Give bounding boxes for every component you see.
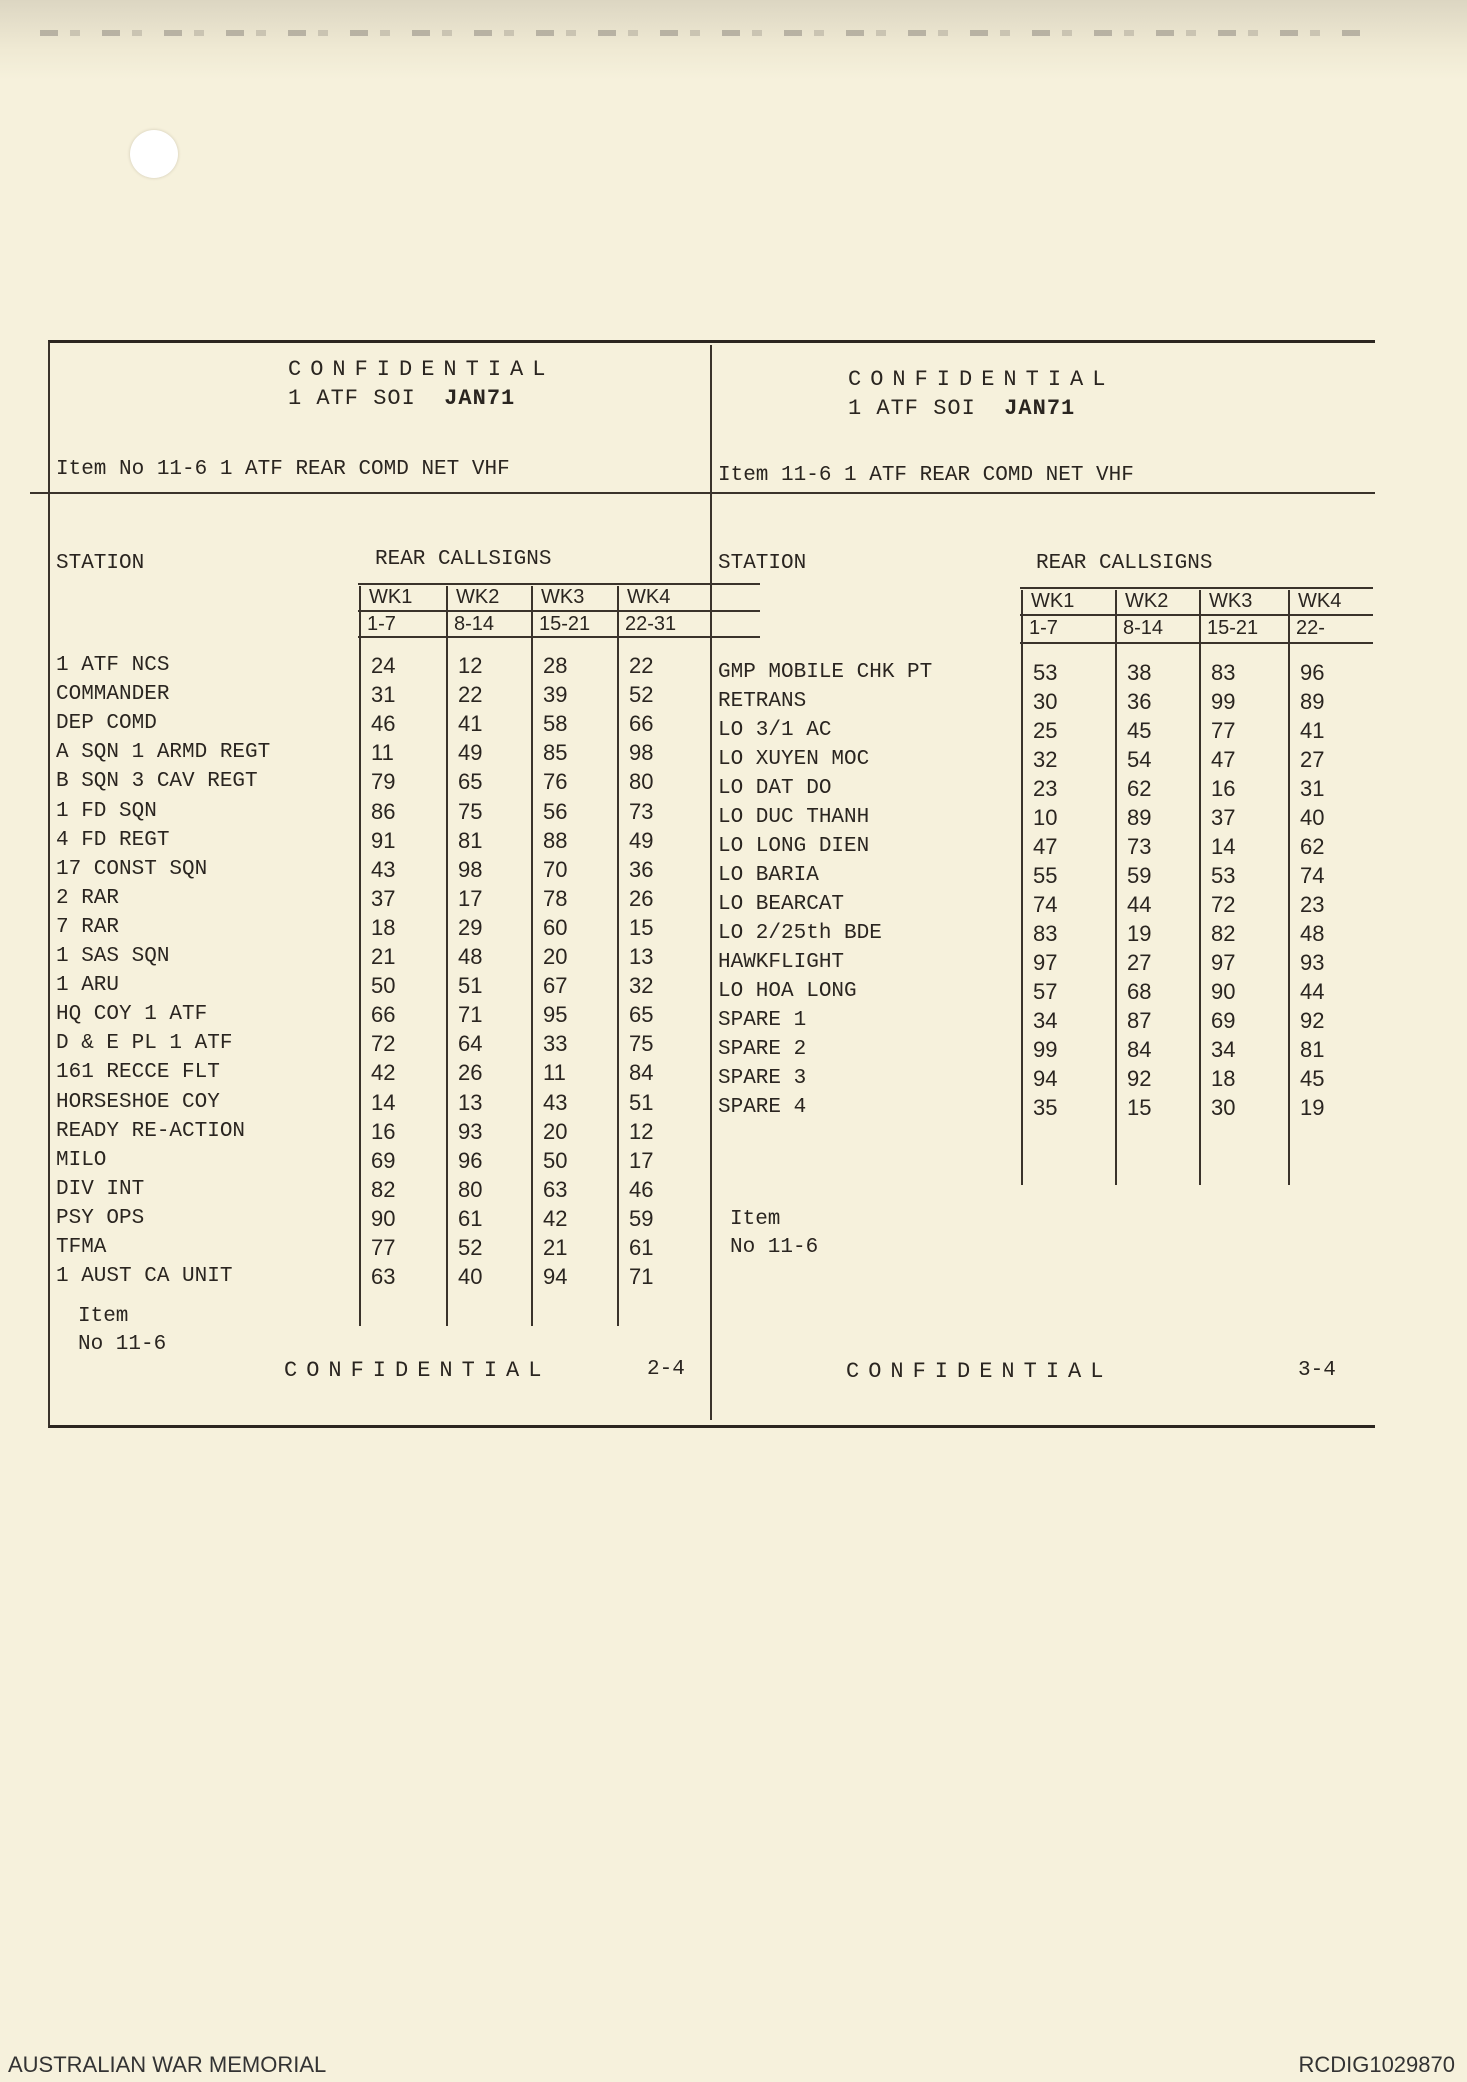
callsign-cell: 70 — [543, 856, 568, 882]
callsign-cell: 26 — [629, 885, 654, 911]
callsign-cell: 19 — [1300, 1095, 1325, 1120]
callsign-cell: 61 — [458, 1205, 483, 1231]
callsign-cell: 18 — [1211, 1066, 1236, 1091]
station-name: 17 CONST SQN — [56, 857, 208, 881]
callsign-cell: 97 — [1211, 950, 1236, 975]
callsign-cell: 87 — [1127, 1008, 1152, 1033]
callsign-cell: 45 — [1300, 1066, 1325, 1091]
week-label: WK3 — [541, 586, 585, 608]
week-column-rule — [1021, 590, 1023, 1185]
callsign-cell: 13 — [629, 944, 654, 969]
week-column-rule — [359, 586, 361, 1326]
week-header-bottom-rule — [1020, 642, 1373, 644]
callsign-cell: 79 — [371, 769, 396, 795]
footer-item-no: No 11-6 — [78, 1333, 167, 1356]
callsign-cell: 89 — [1127, 805, 1152, 830]
callsign-cell: 39 — [543, 682, 568, 708]
callsign-cell: 75 — [458, 798, 483, 824]
callsign-cell: 34 — [1033, 1008, 1058, 1033]
footer-item-label — [730, 1206, 818, 1262]
callsign-cell: 98 — [629, 740, 654, 766]
right-panel — [712, 340, 1373, 1422]
callsign-cell: 49 — [458, 740, 483, 766]
callsign-cell: 65 — [629, 1002, 654, 1028]
callsign-cell: 68 — [1127, 979, 1152, 1004]
callsign-cell: 30 — [1211, 1095, 1236, 1120]
callsign-cell: 42 — [543, 1205, 568, 1231]
station-name: MILO — [56, 1148, 107, 1172]
station-name: 1 ARU — [56, 974, 120, 998]
station-name: 1 SAS SQN — [56, 945, 170, 968]
station-name: TFMA — [56, 1236, 107, 1259]
callsign-cell: 12 — [458, 653, 483, 678]
callsign-cell: 83 — [1033, 921, 1058, 946]
station-name: 7 RAR — [56, 915, 120, 939]
station-name: COMMANDER — [56, 683, 170, 707]
callsign-cell: 77 — [1211, 718, 1236, 743]
week-label: WK4 — [627, 586, 671, 608]
callsign-cell: 82 — [371, 1176, 396, 1202]
callsign-cell: 17 — [458, 885, 483, 911]
station-name: RETRANS — [718, 690, 807, 713]
callsign-cell: 43 — [543, 1089, 568, 1115]
week-label: WK2 — [456, 586, 500, 608]
callsign-cell: 19 — [1127, 921, 1152, 946]
callsign-cell: 23 — [1033, 776, 1058, 801]
callsign-cell: 66 — [629, 711, 654, 737]
callsign-cell: 66 — [371, 1002, 396, 1028]
station-name: PSY OPS — [56, 1206, 145, 1230]
callsign-cell: 84 — [1127, 1037, 1152, 1062]
week-label: WK2 — [1125, 590, 1169, 612]
callsign-cell: 62 — [1300, 834, 1325, 859]
callsign-cell: 74 — [1033, 892, 1058, 917]
callsign-cell: 84 — [629, 1060, 654, 1086]
week-header-mid-rule — [1020, 614, 1373, 616]
callsign-cell: 37 — [1211, 805, 1236, 830]
soi-reference — [848, 396, 1075, 421]
station-name: SPARE 4 — [718, 1096, 807, 1119]
callsign-cell: 76 — [543, 769, 568, 795]
callsign-cell: 34 — [1211, 1037, 1236, 1062]
week-column-rule — [531, 586, 533, 1326]
station-name: 4 FD REGT — [56, 828, 170, 852]
station-name: LO 3/1 AC — [718, 719, 832, 742]
callsign-cell: 62 — [1127, 776, 1152, 801]
week-header-top-rule — [1020, 587, 1373, 589]
callsign-cell: 93 — [1300, 950, 1325, 975]
callsign-cell: 52 — [458, 1235, 483, 1260]
station-name: 161 RECCE FLT — [56, 1061, 220, 1085]
callsign-cell: 14 — [1211, 834, 1236, 859]
callsign-cell: 88 — [543, 827, 568, 853]
callsign-cell: 58 — [543, 711, 568, 737]
week-label: WK1 — [369, 586, 413, 608]
callsign-cell: 22 — [458, 682, 483, 708]
callsign-cell: 41 — [458, 711, 483, 737]
callsign-cell: 11 — [543, 1060, 566, 1086]
callsign-cell: 44 — [1300, 979, 1325, 1004]
callsign-cell: 43 — [371, 856, 396, 882]
callsigns-header: REAR CALLSIGNS — [1036, 552, 1213, 575]
callsign-cell: 54 — [1127, 747, 1152, 772]
callsign-cell: 33 — [543, 1031, 568, 1057]
station-name: LO LONG DIEN — [718, 835, 870, 858]
callsign-cell: 55 — [1033, 863, 1058, 888]
week-range: 22- — [1296, 617, 1325, 639]
callsign-cell: 15 — [1127, 1095, 1152, 1120]
callsign-cell: 20 — [543, 944, 568, 969]
callsign-cell: 94 — [543, 1264, 568, 1290]
week-range: 1-7 — [1029, 617, 1058, 639]
callsign-cell: 65 — [458, 769, 483, 795]
callsign-cell: 21 — [371, 944, 396, 969]
callsign-cell: 77 — [371, 1235, 396, 1260]
station-name: A SQN 1 ARMD REGT — [56, 741, 271, 765]
callsign-cell: 99 — [1033, 1037, 1058, 1062]
scan-top-band — [0, 0, 1467, 80]
station-name: LO 2/25th BDE — [718, 922, 882, 945]
week-range: 15-21 — [539, 613, 591, 635]
callsign-cell: 27 — [1300, 747, 1325, 772]
callsign-cell: 57 — [1033, 979, 1058, 1004]
callsign-cell: 96 — [458, 1147, 483, 1173]
callsign-cell: 72 — [1211, 892, 1236, 917]
soi-label: 1 ATF SOI — [848, 396, 976, 421]
callsign-cell: 25 — [1033, 718, 1058, 743]
week-header-top-rule — [358, 583, 760, 585]
station-name: READY RE-ACTION — [56, 1119, 246, 1143]
page-number: 2-4 — [647, 1358, 685, 1381]
callsign-cell: 27 — [1127, 950, 1152, 975]
station-name: LO BARIA — [718, 864, 819, 887]
item-net-title: Item No 11-6 1 ATF REAR COMD NET VHF — [56, 458, 510, 481]
station-name: D & E PL 1 ATF — [56, 1032, 233, 1056]
station-name: LO XUYEN MOC — [718, 748, 870, 771]
punch-hole — [130, 130, 178, 178]
station-header: STATION — [718, 552, 807, 575]
callsign-cell: 78 — [543, 885, 568, 911]
week-range: 8-14 — [454, 613, 495, 635]
station-name: GMP MOBILE CHK PT — [718, 661, 933, 684]
callsign-cell: 72 — [371, 1031, 396, 1057]
callsign-cell: 50 — [543, 1147, 568, 1173]
callsign-cell: 32 — [629, 973, 654, 999]
callsign-cell: 63 — [543, 1176, 568, 1202]
week-label: WK4 — [1298, 590, 1342, 612]
station-name: SPARE 2 — [718, 1038, 807, 1061]
callsign-cell: 53 — [1033, 660, 1058, 685]
callsign-cell: 50 — [371, 973, 396, 999]
callsign-cell: 69 — [1211, 1008, 1236, 1033]
station-name: HAWKFLIGHT — [718, 951, 845, 974]
station-name: LO DUC THANH — [718, 806, 870, 829]
callsign-cell: 14 — [371, 1089, 396, 1115]
station-name: SPARE 1 — [718, 1009, 807, 1032]
callsign-cell: 11 — [371, 740, 394, 766]
week-column-rule — [617, 586, 619, 1326]
callsigns-header: REAR CALLSIGNS — [375, 548, 552, 571]
watermark-left: AUSTRALIAN WAR MEMORIAL — [8, 2052, 327, 2077]
callsign-cell: 22 — [629, 653, 654, 678]
week-range: 22-31 — [625, 613, 677, 635]
callsign-cell: 90 — [371, 1205, 396, 1231]
callsign-cell: 29 — [458, 914, 483, 940]
callsign-cell: 15 — [629, 914, 654, 940]
callsign-cell: 46 — [371, 711, 396, 737]
callsign-cell: 16 — [1211, 776, 1236, 801]
callsign-cell: 81 — [1300, 1037, 1325, 1062]
callsign-cell: 69 — [371, 1147, 396, 1173]
callsign-cell: 94 — [1033, 1066, 1058, 1091]
footer-item-label — [78, 1303, 166, 1359]
callsign-cell: 37 — [371, 885, 396, 911]
callsign-cell: 95 — [543, 1002, 568, 1028]
station-name: LO BEARCAT — [718, 893, 845, 916]
callsign-cell: 99 — [1211, 689, 1236, 714]
callsign-cell: 74 — [1300, 863, 1325, 888]
callsign-cell: 85 — [543, 740, 568, 766]
callsign-cell: 53 — [1211, 863, 1236, 888]
station-name: 1 ATF NCS — [56, 654, 170, 677]
callsign-cell: 24 — [371, 653, 396, 678]
callsign-cell: 73 — [1127, 834, 1152, 859]
station-name: 1 AUST CA UNIT — [56, 1265, 233, 1289]
scan-smudge — [40, 30, 1370, 36]
footer-item: Item — [78, 1305, 129, 1328]
item-net-title: Item 11-6 1 ATF REAR COMD NET VHF — [718, 464, 1134, 487]
station-name: SPARE 3 — [718, 1067, 807, 1090]
callsign-cell: 82 — [1211, 921, 1236, 946]
callsign-cell: 71 — [629, 1264, 654, 1290]
callsign-cell: 86 — [371, 798, 396, 824]
callsign-cell: 93 — [458, 1118, 483, 1144]
station-name: 2 RAR — [56, 886, 120, 910]
week-column-rule — [446, 586, 448, 1326]
station-header: STATION — [56, 552, 145, 575]
callsign-cell: 97 — [1033, 950, 1058, 975]
callsign-cell: 96 — [1300, 660, 1325, 685]
callsign-cell: 20 — [543, 1118, 568, 1144]
week-column-rule — [1115, 590, 1117, 1185]
confidential-heading: CONFIDENTIAL — [288, 357, 555, 382]
station-name: HORSESHOE COY — [56, 1090, 220, 1114]
callsign-cell: 21 — [543, 1235, 568, 1260]
station-name: HQ COY 1 ATF — [56, 1003, 208, 1027]
callsign-cell: 59 — [1127, 863, 1152, 888]
callsign-cell: 63 — [371, 1264, 396, 1290]
callsign-cell: 48 — [458, 944, 483, 969]
callsign-cell: 49 — [629, 827, 654, 853]
callsign-cell: 71 — [458, 1002, 483, 1028]
week-header-mid-rule — [358, 610, 760, 612]
week-range: 8-14 — [1123, 617, 1164, 639]
week-range: 15-21 — [1207, 617, 1259, 639]
callsign-cell: 38 — [1127, 660, 1152, 685]
callsign-cell: 80 — [629, 769, 654, 795]
week-label: WK3 — [1209, 590, 1253, 612]
callsign-cell: 52 — [629, 682, 654, 708]
callsign-cell: 10 — [1033, 805, 1058, 830]
week-header-bottom-rule — [358, 636, 760, 638]
soi-label: 1 ATF SOI — [288, 386, 416, 411]
footer-confidential: CONFIDENTIAL — [846, 1359, 1113, 1384]
callsign-cell: 12 — [629, 1118, 654, 1144]
callsign-cell: 41 — [1300, 718, 1325, 743]
callsign-cell: 61 — [629, 1235, 654, 1260]
callsign-cell: 26 — [458, 1060, 483, 1086]
week-column-rule — [1199, 590, 1201, 1185]
callsign-cell: 98 — [458, 856, 483, 882]
station-name: DIV INT — [56, 1177, 145, 1201]
left-panel — [48, 340, 710, 1422]
callsign-cell: 44 — [1127, 892, 1152, 917]
callsign-cell: 42 — [371, 1060, 396, 1086]
callsign-cell: 31 — [1300, 776, 1325, 801]
callsign-cell: 32 — [1033, 747, 1058, 772]
callsign-cell: 92 — [1300, 1008, 1325, 1033]
footer-item: Item — [730, 1208, 781, 1231]
callsign-cell: 67 — [543, 973, 568, 999]
callsign-cell: 73 — [629, 798, 654, 824]
callsign-cell: 91 — [371, 827, 396, 853]
callsign-cell: 75 — [629, 1031, 654, 1057]
callsign-cell: 28 — [543, 653, 568, 678]
callsign-cell: 40 — [1300, 805, 1325, 830]
callsign-cell: 31 — [371, 682, 396, 708]
station-name: 1 FD SQN — [56, 799, 157, 823]
callsign-cell: 90 — [1211, 979, 1236, 1004]
callsign-cell: 17 — [629, 1147, 654, 1173]
callsign-cell: 81 — [458, 827, 483, 853]
callsign-cell: 36 — [629, 856, 654, 882]
callsign-cell: 92 — [1127, 1066, 1152, 1091]
week-range: 1-7 — [367, 613, 396, 635]
callsign-cell: 83 — [1211, 660, 1236, 685]
callsign-cell: 51 — [458, 973, 483, 999]
callsign-cell: 48 — [1300, 921, 1325, 946]
callsign-cell: 35 — [1033, 1095, 1058, 1120]
callsign-cell: 47 — [1033, 834, 1058, 859]
callsign-cell: 60 — [543, 914, 568, 940]
callsign-cell: 56 — [543, 798, 568, 824]
station-name: LO DAT DO — [718, 777, 832, 800]
callsign-cell: 30 — [1033, 689, 1058, 714]
footer-item-no: No 11-6 — [730, 1236, 819, 1259]
callsign-cell: 36 — [1127, 689, 1152, 714]
callsign-cell: 47 — [1211, 747, 1236, 772]
station-name: LO HOA LONG — [718, 980, 857, 1003]
page-number: 3-4 — [1298, 1359, 1336, 1382]
confidential-heading: CONFIDENTIAL — [848, 367, 1115, 392]
week-column-rule — [1288, 590, 1290, 1185]
callsign-cell: 59 — [629, 1205, 654, 1231]
week-label: WK1 — [1031, 590, 1075, 612]
soi-reference — [288, 386, 515, 411]
callsign-cell: 16 — [371, 1118, 396, 1144]
station-name: DEP COMD — [56, 712, 157, 736]
footer-confidential: CONFIDENTIAL — [284, 1358, 551, 1383]
callsign-cell: 13 — [458, 1089, 483, 1115]
callsign-cell: 64 — [458, 1031, 483, 1057]
callsign-cell: 40 — [458, 1264, 483, 1290]
soi-month: JAN71 — [444, 386, 516, 411]
callsign-cell: 23 — [1300, 892, 1325, 917]
callsign-cell: 46 — [629, 1176, 654, 1202]
callsign-cell: 89 — [1300, 689, 1325, 714]
callsign-cell: 80 — [458, 1176, 483, 1202]
callsign-cell: 18 — [371, 914, 396, 940]
callsign-cell: 45 — [1127, 718, 1152, 743]
callsign-cell: 51 — [629, 1089, 654, 1115]
watermark-right: RCDIG1029870 — [1298, 2052, 1455, 2077]
soi-month: JAN71 — [1004, 396, 1076, 421]
station-name: B SQN 3 CAV REGT — [56, 770, 258, 794]
